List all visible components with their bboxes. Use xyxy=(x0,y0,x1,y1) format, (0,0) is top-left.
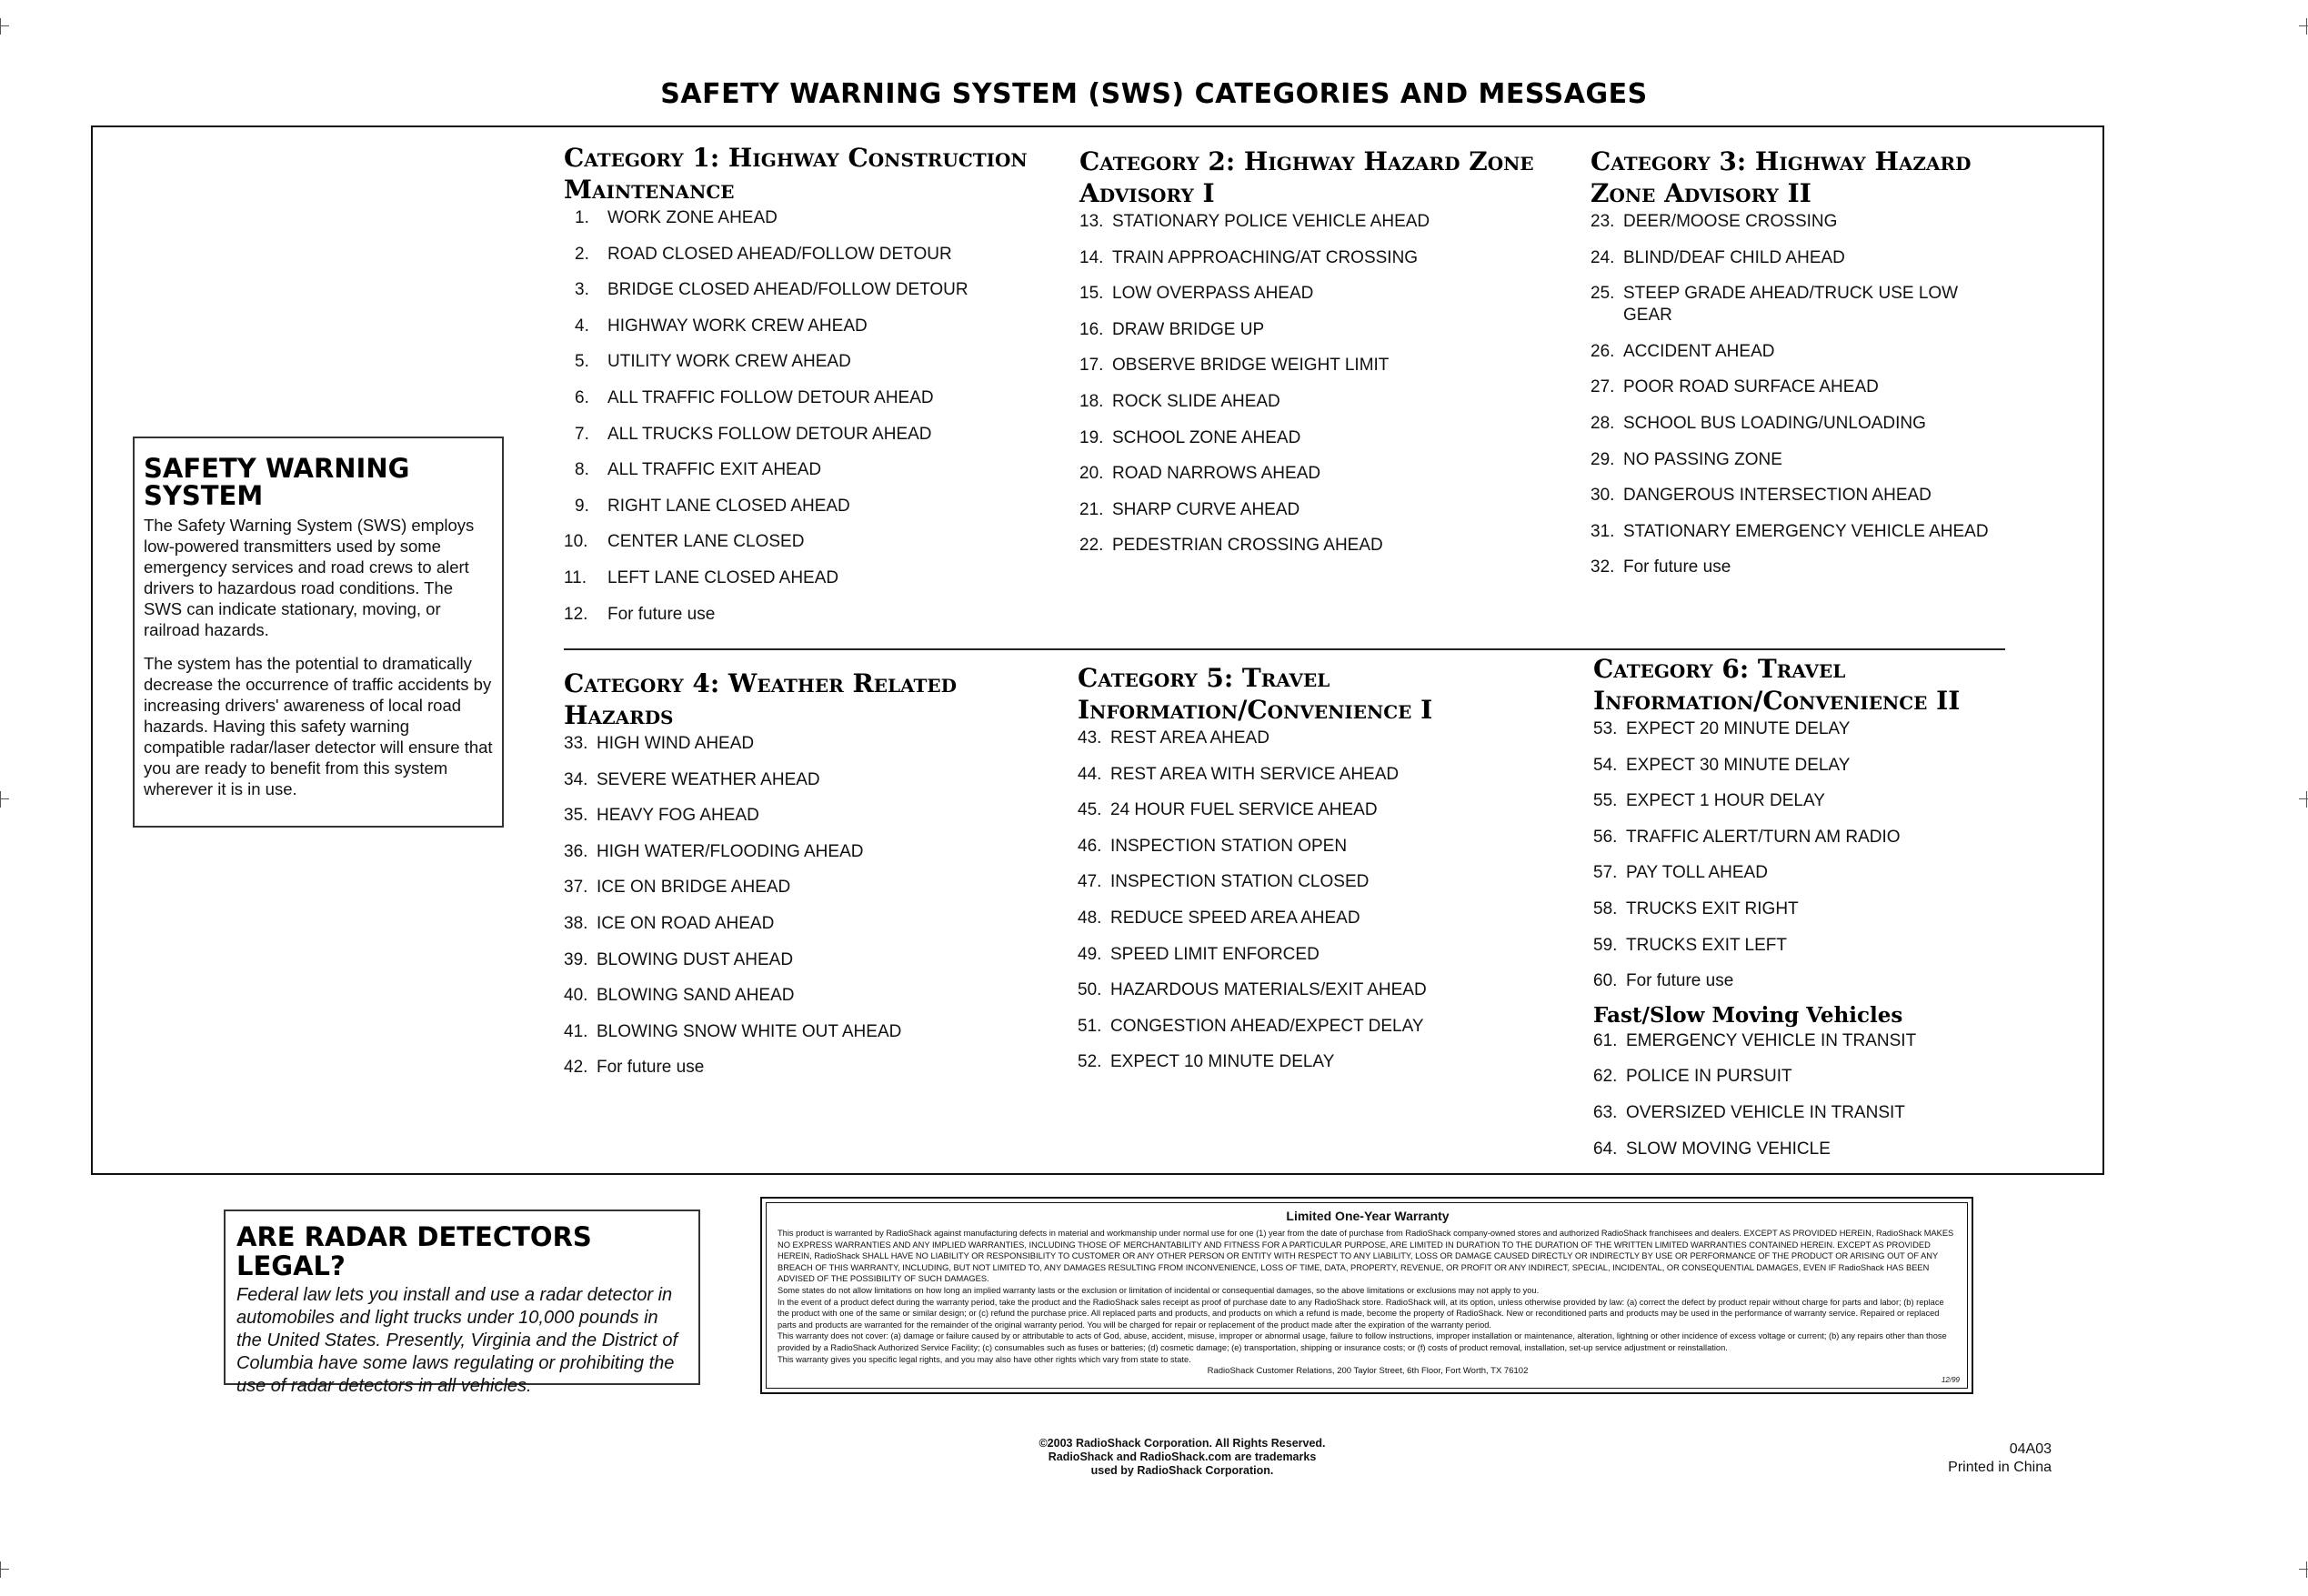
list-item: 21. SHARP CURVE AHEAD xyxy=(1079,499,1300,519)
list-item: 47. INSPECTION STATION CLOSED xyxy=(1078,872,1370,892)
list-item: 61. EMERGENCY VEHICLE IN TRANSIT xyxy=(1593,1030,1917,1050)
category-5 xyxy=(1078,662,1569,1088)
list-item: 59. TRUCKS EXIT LEFT xyxy=(1593,935,1788,955)
warranty-inner xyxy=(766,1202,1968,1389)
list-item: 1. WORK ZONE AHEAD xyxy=(575,208,778,227)
list-item: 34. SEVERE WEATHER AHEAD xyxy=(564,769,820,789)
list-item: 5. UTILITY WORK CREW AHEAD xyxy=(575,352,851,372)
list-item: 32. For future use xyxy=(1591,557,1731,577)
item-list xyxy=(1593,1030,2012,1160)
list-item: 6. ALL TRAFFIC FOLLOW DETOUR AHEAD xyxy=(575,387,934,407)
page-title: SAFETY WARNING SYSTEM (SWS) CATEGORIES AND MESSAGES xyxy=(660,78,1648,110)
list-item: 46. INSPECTION STATION OPEN xyxy=(1078,836,1348,856)
list-item: 23. DEER/MOOSE CROSSING xyxy=(1591,212,1838,231)
list-item: 9. RIGHT LANE CLOSED AHEAD xyxy=(575,496,850,516)
print-code xyxy=(1948,1440,2052,1477)
category-title: Category 2: Highway Hazard Zone Advisory I xyxy=(1079,146,1534,208)
list-item: 40. BLOWING SAND AHEAD xyxy=(564,986,795,1006)
warranty-code: 12/99 xyxy=(1941,1376,1960,1384)
category-4 xyxy=(564,668,1055,1093)
warranty-box xyxy=(760,1197,1973,1394)
item-list xyxy=(1079,211,1570,557)
list-item: 14. TRAIN APPROACHING/AT CROSSING xyxy=(1079,247,1419,267)
list-item: 26. ACCIDENT AHEAD xyxy=(1591,341,1775,361)
list-item: 48. REDUCE SPEED AREA AHEAD xyxy=(1078,908,1360,928)
subheading: Fast/Slow Moving Vehicles xyxy=(1593,1002,1903,1028)
list-item: 10. CENTER LANE CLOSED xyxy=(564,532,805,552)
list-item: 44. REST AREA WITH SERVICE AHEAD xyxy=(1078,764,1400,784)
warranty-body xyxy=(778,1228,1958,1365)
warranty-address: RadioShack Customer Relations, 200 Taylor Street, 6th Floor, Fort Worth, TX 76102 xyxy=(1207,1366,1529,1377)
sws-title: SAFETY WARNING SYSTEM xyxy=(144,453,410,511)
list-item: 24. BLIND/DEAF CHILD AHEAD xyxy=(1591,247,1845,267)
list-item: 53. EXPECT 20 MINUTE DELAY xyxy=(1593,719,1851,738)
warranty-title: Limited One-Year Warranty xyxy=(1286,1209,1450,1223)
list-item: 41. BLOWING SNOW WHITE OUT AHEAD xyxy=(564,1021,902,1041)
copyright-line: RadioShack and RadioShack.com are trademarks xyxy=(1048,1450,1317,1463)
warranty-paragraph: This product is warranted by RadioShack against manufacturing defects in material and workmanship under normal use for one (1) year from the date of purchase from RadioShack company-owned stores and authorized RadioShack franchisees and dealers. EXCEPT AS PROVIDED HEREIN, RadioShack MAKES NO EXPRESS WARRANTIES AND ANY IMPLIED WARRANTIES, INCLUDING THOSE OF MERCHANTABILITY AND FITNESS FOR A PARTICULAR PURPOSE, ARE LIMITED IN DURATION TO THE DURATION OF THE WRITTEN LIMITED WARRANTIES CONTAINED HEREIN. EXCEPT AS PROVIDED HEREIN, RadioShack SHALL HAVE NO LIABILITY OR RESPONSIBILITY TO CUSTOMER OR ANY OTHER PERSON OR ENTITY WITH RESPECT TO ANY LIABILITY, LOSS OR DAMAGE CAUSED DIRECTLY OR INDIRECTLY BY USE OR PERFORMANCE OF THE PRODUCT OR ARISING OUT OF ANY BREACH OF THIS WARRANTY, INCLUDING, BUT NOT LIMITED TO, ANY DAMAGES RESULTING FROM INCONVENIENCE, LOSS OF TIME, DATA, PROPERTY, REVENUE, OR PROFIT OR ANY INDIRECT, SPECIAL, INCIDENTAL, OR CONSEQUENTIAL DAMAGES, EVEN IF RadioShack HAS BEEN ADVISED OF THE POSSIBILITY OF SUCH DAMAGES. xyxy=(778,1229,1954,1284)
list-item: 55. EXPECT 1 HOUR DELAY xyxy=(1593,791,1825,811)
list-item: 63. OVERSIZED VEHICLE IN TRANSIT xyxy=(1593,1102,1905,1122)
category-6 xyxy=(1593,653,2012,1174)
product-code: 04A03 xyxy=(2009,1441,2052,1457)
list-item: 16. DRAW BRIDGE UP xyxy=(1079,319,1265,339)
list-item: 29. NO PASSING ZONE xyxy=(1591,449,1782,469)
crop-mark xyxy=(2299,791,2308,808)
list-item: 17. OBSERVE BRIDGE WEIGHT LIMIT xyxy=(1079,356,1390,376)
list-item: 4. HIGHWAY WORK CREW AHEAD xyxy=(575,316,868,336)
radar-text: Federal law lets you install and use a radar detector in automobiles and light trucks under 10,000 pounds in the United States. Presently, Virginia and the District of Columbia have some laws regulating or prohibiting the use of radar detectors in all vehicles. xyxy=(236,1285,678,1396)
category-2 xyxy=(1079,146,1570,571)
list-item: 51. CONGESTION AHEAD/EXPECT DELAY xyxy=(1078,1016,1424,1036)
category-title: Category 4: Weather Related Hazards xyxy=(564,668,957,730)
list-item: 60. For future use xyxy=(1593,971,1734,991)
copyright-line: ©2003 RadioShack Corporation. All Rights Reserved. xyxy=(1039,1437,1326,1450)
sws-info-box xyxy=(133,437,504,828)
list-item: 13. STATIONARY POLICE VEHICLE AHEAD xyxy=(1079,212,1430,231)
warranty-paragraph: Some states do not allow limitations on how long an implied warranty lasts or the exclusion or limitation of incidental or consequential damages, so the above limitations or exclusions may not apply to you. xyxy=(778,1285,1540,1295)
list-item: 18. ROCK SLIDE AHEAD xyxy=(1079,391,1280,411)
item-list xyxy=(1591,211,1991,578)
category-title: Category 1: Highway Construction Maintenance xyxy=(564,143,1028,205)
list-item: 35. HEAVY FOG AHEAD xyxy=(564,806,759,826)
crop-mark xyxy=(2299,18,2308,35)
crop-mark xyxy=(0,18,9,35)
category-3 xyxy=(1591,146,1991,593)
printed-in: Printed in China xyxy=(1948,1460,2052,1475)
list-item: 20. ROAD NARROWS AHEAD xyxy=(1079,464,1321,484)
radar-title: ARE RADAR DETECTORS LEGAL? xyxy=(236,1221,592,1281)
list-item: 37. ICE ON BRIDGE AHEAD xyxy=(564,878,791,898)
list-item: 50. HAZARDOUS MATERIALS/EXIT AHEAD xyxy=(1078,980,1427,1000)
list-item: 30. DANGEROUS INTERSECTION AHEAD xyxy=(1591,486,1932,506)
list-item: 28. SCHOOL BUS LOADING/UNLOADING xyxy=(1591,413,1926,433)
list-item: 57. PAY TOLL AHEAD xyxy=(1593,863,1768,883)
row-divider xyxy=(564,648,2005,650)
list-item: 45. 24 HOUR FUEL SERVICE AHEAD xyxy=(1078,800,1378,820)
crop-mark xyxy=(0,1561,9,1578)
copyright xyxy=(946,1437,1419,1478)
warranty-paragraph: In the event of a product defect during the warranty period, take the product and the RadioShack sales receipt as proof of purchase date to any RadioShack store. RadioShack will, at its option, unless otherwise provided by law: (a) correct the defect by product repair without charge for parts and labor; (b) replace the product with one of the same or similar design; or (c) refund the purchase price. All replaced parts and products, and products on which a refund is made, become the property of RadioShack. New or reconditioned parts and products may be used in the performance of warranty service. Repaired or replaced parts and products are warranted for the remainder of the original warranty period. You will be charged for repair or replacement of the product made after the expiration of the warranty period. xyxy=(778,1297,1944,1330)
item-list xyxy=(564,207,1055,626)
item-list xyxy=(564,733,1055,1079)
list-item: 58. TRUCKS EXIT RIGHT xyxy=(1593,898,1799,918)
list-item: 22. PEDESTRIAN CROSSING AHEAD xyxy=(1079,536,1383,556)
category-title: Category 3: Highway Hazard Zone Advisory II xyxy=(1591,146,1972,208)
crop-mark xyxy=(0,791,9,808)
list-item: 2. ROAD CLOSED AHEAD/FOLLOW DETOUR xyxy=(575,244,952,264)
list-item: 12. For future use xyxy=(564,604,716,624)
list-item: 38. ICE ON ROAD AHEAD xyxy=(564,913,775,933)
warranty-paragraph: This warranty does not cover: (a) damage or failure caused by or attributable to acts of God, abuse, accident, misuse, improper or abnormal usage, failure to follow instructions, improper installation or maintenance, alteration, lightning or other incidence of excess voltage or current; (b) any repairs other than those provided by a RadioShack Authorized Service Facility; (c) consumables such as fuses or batteries; (d) cosmetic damage; (e) transportation, shipping or insurance costs; or (f) costs of product removal, installation, set-up service adjustment or reinstallation. xyxy=(778,1331,1947,1352)
list-item: 56. TRAFFIC ALERT/TURN AM RADIO xyxy=(1593,827,1901,847)
list-item: 27. POOR ROAD SURFACE AHEAD xyxy=(1591,377,1879,397)
category-title: Category 6: Travel Information/Convenience II xyxy=(1593,654,1961,716)
sws-paragraph: The Safety Warning System (SWS) employs low-powered transmitters used by some emergency services and road crews to alert drivers to hazardous road conditions. The SWS can indicate stationary, moving, or railroad hazards. xyxy=(144,516,475,639)
item-list xyxy=(1593,718,2012,992)
list-item: 36. HIGH WATER/FLOODING AHEAD xyxy=(564,841,864,861)
list-item: 49. SPEED LIMIT ENFORCED xyxy=(1078,944,1320,964)
list-item: 15. LOW OVERPASS AHEAD xyxy=(1079,284,1314,304)
category-title: Category 5: Travel Information/Convenience I xyxy=(1078,663,1433,725)
list-item: 43. REST AREA AHEAD xyxy=(1078,728,1269,748)
list-item: 7. ALL TRUCKS FOLLOW DETOUR AHEAD xyxy=(575,424,932,444)
list-item: 19. SCHOOL ZONE AHEAD xyxy=(1079,427,1301,447)
list-item: 42. For future use xyxy=(564,1058,705,1078)
list-item: 52. EXPECT 10 MINUTE DELAY xyxy=(1078,1052,1335,1072)
list-item: 54. EXPECT 30 MINUTE DELAY xyxy=(1593,755,1851,775)
list-item: 33. HIGH WIND AHEAD xyxy=(564,734,755,753)
warranty-paragraph: This warranty gives you specific legal rights, and you may also have other rights which vary from state to state. xyxy=(778,1354,1191,1364)
list-item: 8. ALL TRAFFIC EXIT AHEAD xyxy=(575,460,822,480)
list-item: 62. POLICE IN PURSUIT xyxy=(1593,1067,1792,1087)
sws-paragraph: The system has the potential to dramatically decrease the occurrence of traffic accidents by increasing drivers' awareness of local road hazards. Having this safety warning compatible radar/laser detector will ensure that you are ready to benefit from this system wherever it is in use. xyxy=(144,654,493,798)
radar-legal-box xyxy=(224,1210,700,1396)
category-1 xyxy=(564,142,1055,639)
list-item: 39. BLOWING DUST AHEAD xyxy=(564,949,794,969)
list-item: 3. BRIDGE CLOSED AHEAD/FOLLOW DETOUR xyxy=(575,280,968,300)
copyright-line: used by RadioShack Corporation. xyxy=(1090,1464,1274,1477)
list-item: 31. STATIONARY EMERGENCY VEHICLE AHEAD xyxy=(1591,521,1989,541)
list-item: 64. SLOW MOVING VEHICLE xyxy=(1593,1139,1831,1159)
item-list xyxy=(1078,728,1569,1073)
crop-mark xyxy=(2299,1561,2308,1578)
list-item: 11. LEFT LANE CLOSED AHEAD xyxy=(564,567,839,587)
list-item: 25. STEEP GRADE AHEAD/TRUCK USE LOW GEAR xyxy=(1591,284,1959,326)
